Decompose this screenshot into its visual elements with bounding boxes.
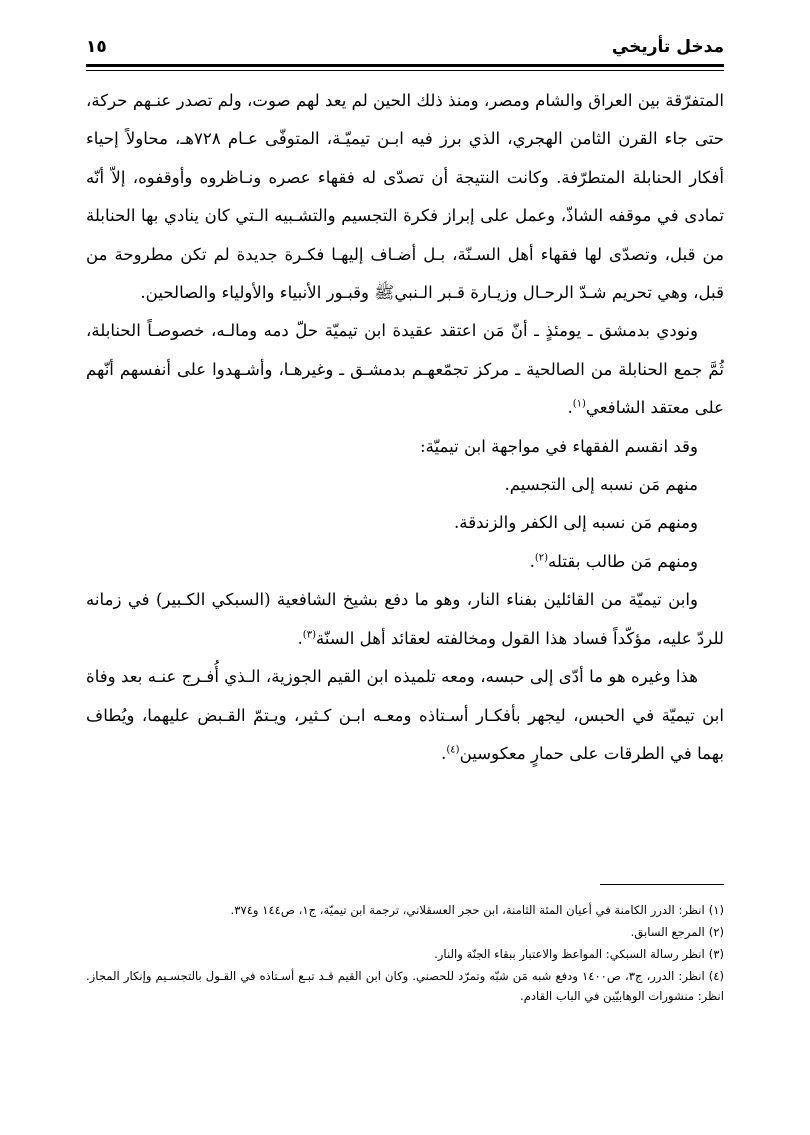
footnote (86, 900, 724, 920)
paragraph: ونودي بدمشق ـ يومئذٍ ـ أنّ مَن اعتقد عقيدة ابن تيميّة حلّ دمه ومالـه، خصوصـاً الحنابلة، ثُمَّ جمع الحنابلة من الصالحية ـ مركز تجمّعهـم بدمشـق ـ وغيرهـا، وأشـهدوا على أنفسهم أنّهم على معتقد الشافعي$^{(١)}$. (86, 321, 724, 418)
footnote-text: انظر رسالة السبكي: المواعظ والاعتبار ببقاء الجنّة والنار. (434, 947, 705, 961)
body-text (86, 82, 724, 773)
list-item: ومنهم مَن طالب بقتله$^{(٢)}$. (529, 551, 698, 571)
page-number: ١٥ (86, 37, 107, 57)
page-header (86, 30, 724, 64)
footnote-text: المرجع السابق. (630, 925, 705, 939)
paragraph: وقد انقسم الفقهاء في مواجهة ابن تيميّة: (420, 436, 698, 456)
footnote-ref: (٣) (302, 629, 316, 641)
footnote-number: (٢) (708, 925, 724, 939)
footnote (86, 966, 724, 1006)
footnote-ref: (٤) (446, 744, 460, 756)
footnote-ref: (١) (572, 398, 586, 410)
footnote-number: (٣) (708, 947, 724, 961)
footnote (86, 944, 724, 964)
footnote (86, 922, 724, 942)
paragraph: وابن تيميّة من القائلين بفناء النار، وهو ما دفع بشيخ الشافعية (السبكي الكـبير) في زمانه للردّ عليه، مؤكّداً فساد هذا القول ومخالفته لعقائد أهل السنّة$^{(٣)}$. (86, 590, 724, 648)
paragraph: هذا وغيره هو ما أدّى إلى حبسه، ومعه تلميذه ابن القيم الجوزية، الـذي أُفـرج عنـه بعد وفاة ابن تيميّة في الحبس، ليجهر بأفكـار أسـتاذه ومعـه ابـن كـثير، ويـتمّ القـبض عليهما، ويُطاف بهما في الطرقات على حمارٍ معكوسين$^{(٤)}$. (86, 667, 724, 763)
footnote-text: انظر: الدرر، ج٣، ص١٤٠٠ ودفع شبه مَن شبّه وتمرّد للحصني. وكان ابن القيم قـد تبـع أسـتاذه في القـول بالتجسـيم وإنكار المجاز. انظر: منشورات الوهابيّين في الباب القادم. (86, 969, 724, 1003)
header-rule-thin (86, 70, 724, 71)
footnote-ref: (٢) (534, 552, 549, 564)
running-title: مدخل تأريخي (611, 37, 724, 57)
header-rule-thick (86, 64, 724, 67)
paragraph: المتفرّقة بين العراق والشام ومصر، ومنذ ذلك الحين لم يعد لهم صوت، ولم تصدر عنـهم حركة، حتى جاء القرن الثامن الهجري، الذي برز فيه ابـن تيميّـة، المتوفّى عـام ٧٢٨هـ، محاولاً إحياء أفكار الحنابلة المتطرّفة. وكانت النتيجة أن تصدّى له فقهاء عصره ونـاظروه وأوقفوه، إلاّ أنّه تمادى في موقفه الشاذّ، وعمل على إبراز فكرة التجسيم والتشـبيه الـتي كان ينادي بها الحنابلة من قبل، وتصدّى لها فقهاء أهل السـنّة، بـل أضـاف إليهـا فكـرة جديدة لم تكن مطروحة من قبل، وهي تحريم شـدّ الرحـال وزيـارة قـبر الـنبيﷺ وقبـور الأنبياء والأولياء والصالحين. (86, 91, 724, 303)
footnote-number: (١) (708, 903, 724, 917)
footnote-number: (٤) (708, 969, 724, 983)
footnote-separator (600, 884, 724, 885)
list-item: ومنهم مَن نسبه إلى الكفر والزندقة. (454, 513, 698, 533)
footnotes (86, 900, 724, 1008)
footnote-text: انظر: الدرر الكامنة في أعيان المئة الثامنة، ابن حجر العسقلاني، ترجمة ابن تيميّة، ج١، ص١٤٤ و٣٧٤. (230, 903, 705, 917)
list-item: منهم مَن نسبه إلى التجسيم. (504, 475, 698, 495)
